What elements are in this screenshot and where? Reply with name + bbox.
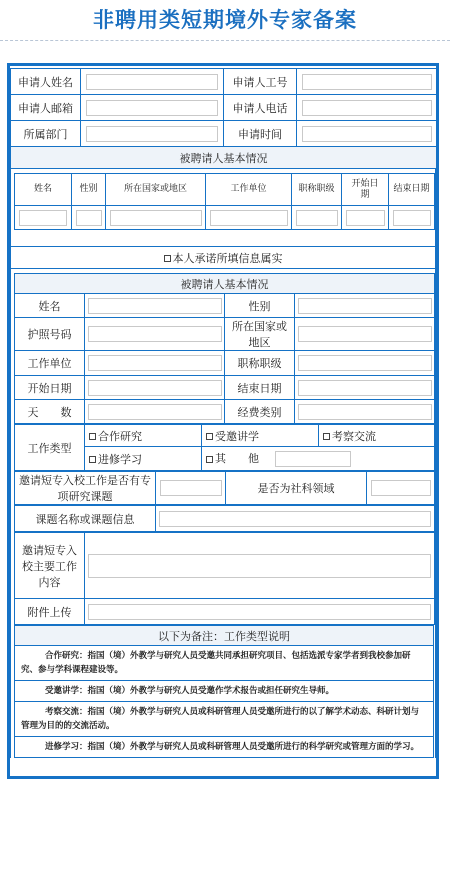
main-work-input[interactable] xyxy=(88,554,431,578)
coop-label: 合作研究 xyxy=(98,429,142,443)
applicant-id-label: 申请人工号 xyxy=(224,69,297,95)
note-study xyxy=(15,737,434,758)
pledge-table xyxy=(10,246,436,269)
title-rank-input[interactable] xyxy=(298,355,432,371)
applicant-id-input[interactable] xyxy=(302,74,432,90)
option-lecture[interactable] xyxy=(202,425,319,447)
fund-type-input[interactable] xyxy=(298,404,432,420)
exchange-label: 考察交流 xyxy=(332,429,376,443)
lecture-label: 受邀讲学 xyxy=(215,429,259,443)
pledge-row[interactable] xyxy=(11,247,436,269)
col-end-date: 结束日期 xyxy=(389,174,435,206)
note-lecture-text: 受邀讲学：指国（境）外教学与研究人员受邀作学术报告或担任研究生导师。 xyxy=(45,686,335,696)
section2-title: 被聘请人基本情况 xyxy=(15,274,435,294)
project-table xyxy=(14,471,435,505)
work-unit-label: 工作单位 xyxy=(15,351,85,376)
dept-input[interactable] xyxy=(86,126,218,142)
other-label: 其 他 xyxy=(215,452,259,465)
passport-input[interactable] xyxy=(88,326,222,342)
pledge-text: 本人承诺所填信息属实 xyxy=(172,251,283,265)
col-title-rank: 职称职级 xyxy=(292,174,342,206)
main-work-label: 邀请短专入校主要工作内容 xyxy=(15,533,85,599)
days-input[interactable] xyxy=(88,404,222,420)
row-title-input[interactable] xyxy=(296,210,338,226)
name-label: 姓名 xyxy=(15,294,85,318)
start-date-input[interactable] xyxy=(88,380,222,396)
topic-input[interactable] xyxy=(159,511,431,527)
row-country-input[interactable] xyxy=(110,210,202,226)
end-date-input[interactable] xyxy=(298,380,432,396)
col-work-unit: 工作单位 xyxy=(206,174,292,206)
end-date-label: 结束日期 xyxy=(225,376,295,400)
note-coop-text: 合作研究：指国（境）外教学与研究人员受邀共同承担研究项目、包括选派专家学者到我校参加研究、参与学科课程建设等。 xyxy=(21,651,411,675)
applicant-name-label: 申请人姓名 xyxy=(11,69,81,95)
fund-type-label: 经费类别 xyxy=(225,400,295,424)
note-lecture xyxy=(15,681,434,702)
row-gender-input[interactable] xyxy=(76,210,102,226)
note-exchange-text: 考察交流：指国（境）外教学与研究人员或科研管理人员受邀所进行的以了解学术动态、科研计划与管理为目的的交流活动。 xyxy=(21,707,420,731)
lecture-checkbox[interactable] xyxy=(206,433,213,440)
row-work-unit-input[interactable] xyxy=(210,210,288,226)
social-input[interactable] xyxy=(371,480,431,496)
col-gender: 性别 xyxy=(72,174,106,206)
option-coop[interactable] xyxy=(85,425,202,447)
attachment-label: 附件上传 xyxy=(15,599,85,625)
option-other[interactable] xyxy=(202,447,435,471)
attachment-input[interactable] xyxy=(88,604,431,620)
apply-time-input[interactable] xyxy=(302,126,432,142)
country-label: 所在国家或地区 xyxy=(225,318,295,351)
other-checkbox[interactable] xyxy=(206,456,213,463)
expert-list-table xyxy=(14,173,435,230)
project-question: 邀请短专入校工作是否有专项研究课题 xyxy=(15,472,156,505)
work-unit-input[interactable] xyxy=(88,355,222,371)
start-date-label: 开始日期 xyxy=(15,376,85,400)
applicant-phone-input[interactable] xyxy=(302,100,432,116)
row-end-input[interactable] xyxy=(393,210,431,226)
detail-table xyxy=(14,273,435,424)
row-start-input[interactable] xyxy=(346,210,385,226)
page-title: 非聘用类短期境外专家备案 xyxy=(0,0,450,41)
applicant-email-input[interactable] xyxy=(86,100,218,116)
applicant-phone-label: 申请人电话 xyxy=(224,95,297,121)
work-type-label: 工作类型 xyxy=(15,425,85,471)
form-frame xyxy=(7,63,439,779)
option-exchange[interactable] xyxy=(319,425,435,447)
project-input[interactable] xyxy=(160,480,222,496)
country-input[interactable] xyxy=(298,326,432,342)
exchange-checkbox[interactable] xyxy=(323,433,330,440)
applicant-table xyxy=(10,68,437,169)
work-type-table xyxy=(14,424,435,471)
dept-label: 所属部门 xyxy=(11,121,81,147)
coop-checkbox[interactable] xyxy=(89,433,96,440)
passport-label: 护照号码 xyxy=(15,318,85,351)
social-question: 是否为社科领域 xyxy=(226,472,367,505)
row-name-input[interactable] xyxy=(19,210,67,226)
gender-input[interactable] xyxy=(298,298,432,314)
notes-title: 以下为备注：工作类型说明 xyxy=(15,626,434,646)
study-label: 进修学习 xyxy=(98,452,142,466)
notes-table xyxy=(14,625,434,758)
study-checkbox[interactable] xyxy=(89,456,96,463)
col-start-date: 开始日期 xyxy=(342,174,389,206)
applicant-email-label: 申请人邮箱 xyxy=(11,95,81,121)
gender-label: 性别 xyxy=(225,294,295,318)
main-work-table xyxy=(14,532,435,625)
pledge-checkbox[interactable] xyxy=(164,255,171,262)
note-study-text: 进修学习：指国（境）外教学与研究人员或科研管理人员受邀所进行的科学研究或管理方面的学习。 xyxy=(45,742,420,752)
col-country: 所在国家或地区 xyxy=(106,174,206,206)
note-coop xyxy=(15,646,434,681)
col-name: 姓名 xyxy=(15,174,72,206)
option-study[interactable] xyxy=(85,447,202,471)
topic-table xyxy=(14,505,435,532)
other-input[interactable] xyxy=(275,451,351,467)
topic-label: 课题名称或课题信息 xyxy=(15,506,156,532)
title-rank-label: 职称职级 xyxy=(225,351,295,376)
name-input[interactable] xyxy=(88,298,222,314)
section1-title: 被聘请人基本情况 xyxy=(11,147,437,169)
apply-time-label: 申请时间 xyxy=(224,121,297,147)
note-exchange xyxy=(15,702,434,737)
applicant-name-input[interactable] xyxy=(86,74,218,90)
days-label: 天 数 xyxy=(15,400,85,424)
